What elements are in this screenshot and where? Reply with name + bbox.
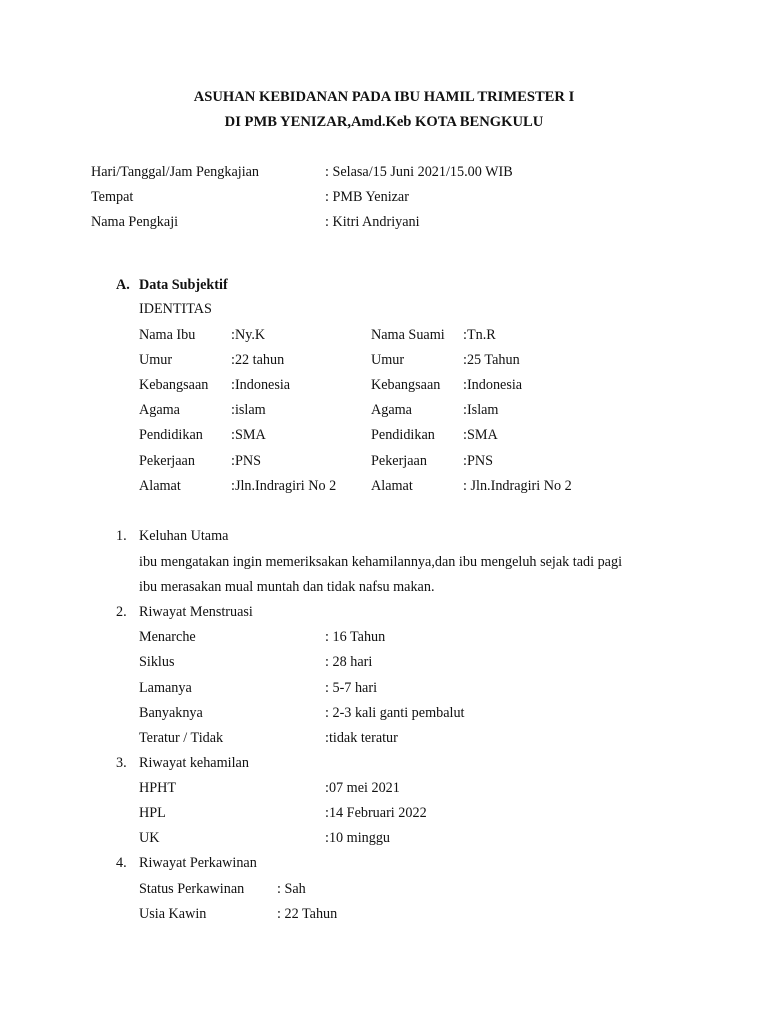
suami-label: Agama: [371, 402, 412, 418]
menstruasi-value: : 2-3 kali ganti pembalut: [325, 705, 465, 721]
ibu-label: Agama: [139, 402, 180, 418]
item-heading-riwayat-kehamilan: Riwayat kehamilan: [139, 755, 249, 771]
field-label-assessor: Nama Pengkaji: [91, 214, 179, 230]
keluhan-text-line: ibu mengatakan ingin memeriksakan kehamilannya,dan ibu mengeluh sejak tadi pagi: [139, 554, 623, 570]
suami-label: Alamat: [371, 478, 413, 494]
field-label-place: Tempat: [91, 189, 134, 205]
perkawinan-value: : Sah: [277, 881, 306, 897]
suami-value: :25 Tahun: [463, 352, 520, 368]
kehamilan-label: HPL: [139, 805, 166, 821]
menstruasi-value: : 5-7 hari: [325, 680, 378, 696]
ibu-label: Kebangsaan: [139, 377, 209, 393]
suami-label: Pekerjaan: [371, 453, 427, 469]
suami-value: :SMA: [463, 427, 498, 443]
menstruasi-label: Banyaknya: [139, 705, 203, 721]
perkawinan-label: Status Perkawinan: [139, 881, 245, 897]
suami-value: :Tn.R: [463, 327, 496, 343]
ibu-label: Pendidikan: [139, 427, 203, 443]
field-label-date: Hari/Tanggal/Jam Pengkajian: [91, 164, 260, 180]
ibu-value: :Ny.K: [231, 327, 266, 343]
field-value-assessor: : Kitri Andriyani: [325, 214, 420, 230]
item-heading-riwayat-menstruasi: Riwayat Menstruasi: [139, 604, 253, 620]
ibu-value: :Jln.Indragiri No 2: [231, 478, 337, 494]
ibu-value: :islam: [231, 402, 266, 418]
suami-value: :Islam: [463, 402, 499, 418]
ibu-value: :22 tahun: [231, 352, 285, 368]
suami-label: Nama Suami: [371, 327, 445, 343]
suami-label: Pendidikan: [371, 427, 435, 443]
kehamilan-value: :14 Februari 2022: [325, 805, 427, 821]
kehamilan-value: :07 mei 2021: [325, 780, 400, 796]
kehamilan-value: :10 minggu: [325, 830, 391, 846]
perkawinan-label: Usia Kawin: [139, 906, 207, 922]
perkawinan-value: : 22 Tahun: [277, 906, 338, 922]
suami-value: : Jln.Indragiri No 2: [463, 478, 572, 494]
ibu-value: :Indonesia: [231, 377, 291, 393]
ibu-value: :SMA: [231, 427, 266, 443]
suami-value: :PNS: [463, 453, 493, 469]
identitas-label: IDENTITAS: [139, 301, 212, 317]
kehamilan-label: HPHT: [139, 780, 177, 796]
menstruasi-value: : 16 Tahun: [325, 629, 386, 645]
item-number: 2.: [116, 604, 127, 620]
document-title-line-2: DI PMB YENIZAR,Amd.Keb KOTA BENGKULU: [224, 114, 544, 130]
ibu-label: Pekerjaan: [139, 453, 195, 469]
field-value-place: : PMB Yenizar: [325, 189, 409, 205]
ibu-label: Umur: [139, 352, 173, 368]
document-title-line-1: ASUHAN KEBIDANAN PADA IBU HAMIL TRIMESTER I: [193, 89, 575, 105]
item-number: 3.: [116, 755, 127, 771]
suami-label: Kebangsaan: [371, 377, 441, 393]
item-number: 1.: [116, 528, 127, 544]
field-value-date: : Selasa/15 Juni 2021/15.00 WIB: [325, 164, 513, 180]
suami-value: :Indonesia: [463, 377, 523, 393]
ibu-label: Alamat: [139, 478, 181, 494]
menstruasi-label: Siklus: [139, 654, 175, 670]
ibu-value: :PNS: [231, 453, 261, 469]
suami-label: Umur: [371, 352, 405, 368]
menstruasi-label: Menarche: [139, 629, 196, 645]
ibu-label: Nama Ibu: [139, 327, 196, 343]
item-heading-riwayat-perkawinan: Riwayat Perkawinan: [139, 855, 257, 871]
menstruasi-value: : 28 hari: [325, 654, 373, 670]
section-a-heading: Data Subjektif: [139, 277, 228, 293]
menstruasi-label: Lamanya: [139, 680, 192, 696]
section-a-marker: A.: [116, 277, 130, 293]
item-heading-keluhan-utama: Keluhan Utama: [139, 528, 229, 544]
item-number: 4.: [116, 855, 127, 871]
kehamilan-label: UK: [139, 830, 160, 846]
keluhan-text-line: ibu merasakan mual muntah dan tidak nafsu makan.: [139, 579, 435, 595]
menstruasi-label: Teratur / Tidak: [139, 730, 224, 746]
menstruasi-value: :tidak teratur: [325, 730, 398, 746]
